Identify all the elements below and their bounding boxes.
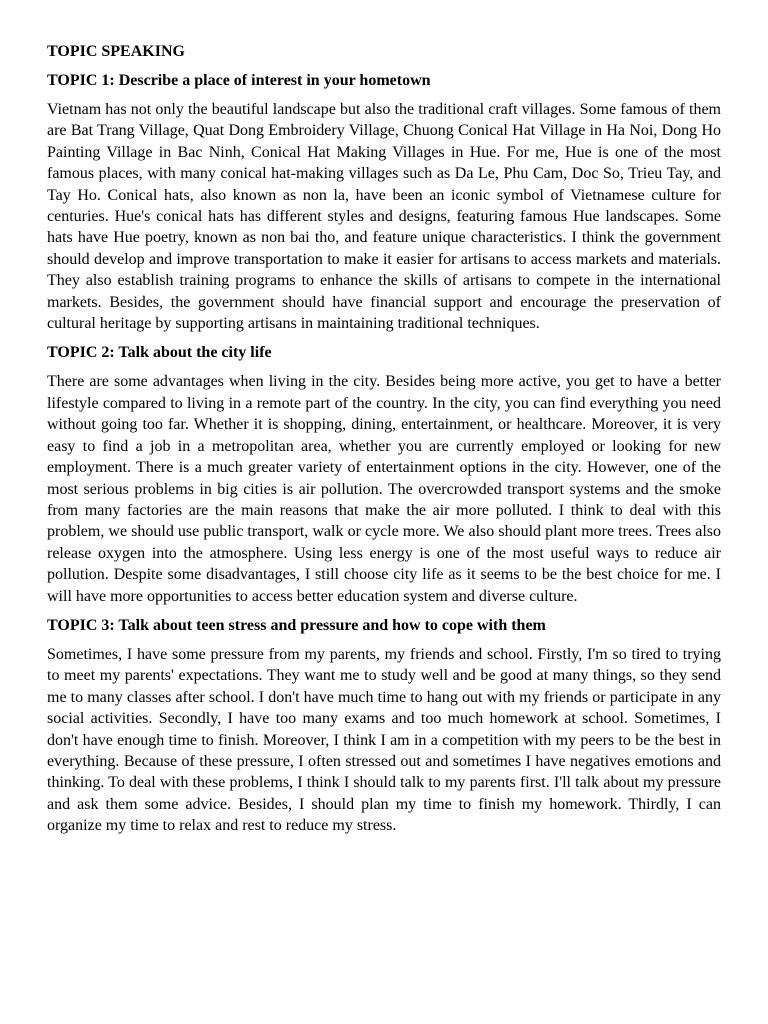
topic-1-heading: TOPIC 1: Describe a place of interest in your hometown	[47, 72, 431, 89]
document-title: TOPIC SPEAKING	[47, 43, 185, 60]
topic-2-body: There are some advantages when living in the city. Besides being more active, you get to have a better lifestyle compared to living in a remote part of the country. In the city, you can find everything you need without going too far. Whether it is shopping, dining, entertainment, or healthcare. Moreover, it is very easy to find a job in a metropolitan area, whether you are currently employed or looking for new employment. There is a much greater variety of entertainment options in the city. However, one of the most serious problems in big cities is air pollution. The overcrowded transport systems and the smoke from many factories are the main reasons that make the air more polluted. I think to deal with this problem, we should use public transport, walk or cycle more. We also should plant more trees. Trees also release oxygen into the atmosphere. Using less energy is one of the most useful ways to reduce air pollution. Despite some disadvantages, I still choose city life as it seems to be the best choice for me. I will have more opportunities to access better education system and diverse culture.	[47, 373, 721, 605]
topic-3-heading: TOPIC 3: Talk about teen stress and pressure and how to cope with them	[47, 616, 546, 634]
topic-1-section	[47, 70, 721, 334]
topic-3-body: Sometimes, I have some pressure from my parents, my friends and school. Firstly, I'm so tired to trying to meet my parents' expectations. They want me to study well and be good at many things, so they send me to many classes after school. I don't have much time to hang out with my friends or participate in any social activities. Secondly, I have too many exams and too much homework at school. Sometimes, I don't have enough time to finish. Moreover, I think I am in a competition with my peers to be the best in everything. Because of these pressure, I often stressed out and sometimes I have negatives emotions and thinking. To deal with these problems, I think I should talk to my parents first. I'll talk about my pressure and ask them some advice. Besides, I should plan my time to finish my homework. Thirdly, I can organize my time to relax and rest to reduce my stress.	[47, 645, 721, 835]
document-content	[47, 41, 721, 845]
topic-3-section	[47, 615, 721, 837]
topic-1-body: Vietnam has not only the beautiful landscape but also the traditional craft villages. Some famous of them are Bat Trang Village, Quat Dong Embroidery Village, Chuong Conical Hat Village in Ha Noi, Dong Ho Painting Village in Bac Ninh, Conical Hat Making Villages in Hue. For me, Hue is one of the most famous places, with many conical hat-making villages such as Da Le, Phu Cam, Doc So, Trieu Tay, and Tay Ho. Conical hats, also known as non la, have been an iconic symbol of Vietnamese culture for centuries. Hue's conical hats has different styles and designs, featuring famous Hue landscapes. Some hats have Hue poetry, known as non bai tho, and feature unique characteristics. I think the government should develop and improve transportation to make it easier for artisans to access markets and materials. They also establish training programs to enhance the skills of artisans to compete in the international markets. Besides, the government should have financial support and encourage the preservation of cultural heritage by supporting artisans in maintaining traditional techniques.	[47, 101, 721, 333]
topic-2-heading: TOPIC 2: Talk about the city life	[47, 344, 272, 362]
topic-2-section	[47, 342, 721, 606]
